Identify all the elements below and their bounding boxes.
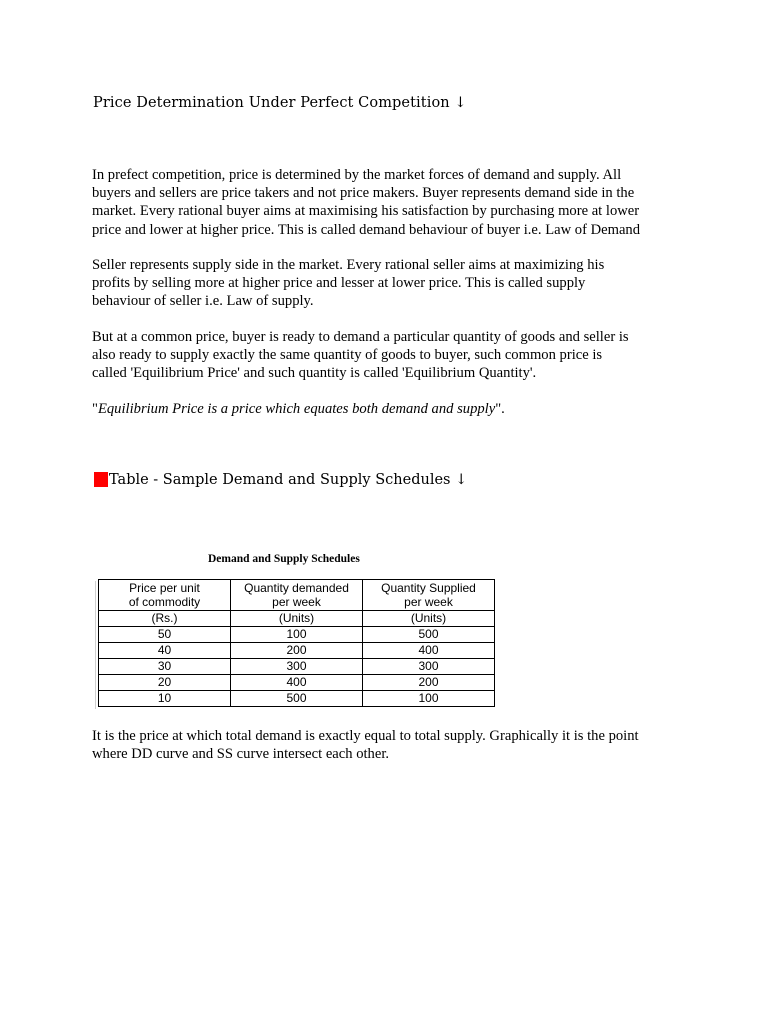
- table-cell: 300: [363, 659, 495, 675]
- quote-line: [92, 400, 692, 418]
- table-caption: Demand and Supply Schedules: [208, 553, 360, 565]
- heading-table-section: [94, 472, 467, 488]
- table-cell: 30: [99, 659, 231, 675]
- header-line: per week: [404, 595, 453, 609]
- quote-open-mark: ": [92, 401, 98, 417]
- table-row: [99, 627, 495, 643]
- table-cell: (Rs.): [99, 611, 231, 627]
- paragraph-equilibrium: [92, 328, 692, 383]
- header-price: [99, 580, 231, 611]
- table-units-row: [99, 611, 495, 627]
- figure-edge-line: [95, 581, 96, 709]
- table-cell: 500: [363, 627, 495, 643]
- red-square-bullet-icon: [94, 472, 108, 487]
- text-line: profits by selling more at higher price and lesser at lower price. This is called supply: [92, 275, 586, 292]
- paragraph-seller-supply: [92, 256, 692, 311]
- text-line: buyers and sellers are price takers and not price makers. Buyer represents demand side in the: [92, 185, 635, 202]
- table-cell: 500: [231, 691, 363, 707]
- text-line: where DD curve and SS curve intersect each other.: [92, 746, 390, 763]
- table-header-row: [99, 580, 495, 611]
- table-cell: 20: [99, 675, 231, 691]
- text-line: called 'Equilibrium Price' and such quantity is called 'Equilibrium Quantity'.: [92, 365, 537, 382]
- header-line: per week: [272, 595, 321, 609]
- table-cell: 100: [363, 691, 495, 707]
- header-line: Quantity Supplied: [381, 581, 476, 595]
- text-line: Seller represents supply side in the market. Every rational seller aims at maximizing his: [92, 257, 605, 273]
- header-quantity-demanded: [231, 580, 363, 611]
- text-line: market. Every rational buyer aims at maximising his satisfaction by purchasing more at lower: [92, 203, 640, 220]
- paragraph-graph-intersection: [92, 727, 692, 763]
- table-cell: 100: [231, 627, 363, 643]
- table-cell: (Units): [363, 611, 495, 627]
- table-cell: 50: [99, 627, 231, 643]
- demand-supply-table: [98, 579, 495, 707]
- table-cell: 400: [231, 675, 363, 691]
- heading-table-text: Table - Sample Demand and Supply Schedules ↓: [109, 472, 468, 488]
- header-line: of commodity: [128, 595, 201, 609]
- text-line: In prefect competition, price is determined by the market forces of demand and supply. All: [92, 167, 622, 183]
- text-line: price and lower at higher price. This is called demand behaviour of buyer i.e. Law of Demand: [92, 221, 641, 238]
- table-cell: 200: [363, 675, 495, 691]
- header-quantity-supplied: [363, 580, 495, 611]
- text-line: behaviour of seller i.e. Law of supply.: [92, 293, 314, 310]
- text-line: also ready to supply exactly the same quantity of goods to buyer, such common price is: [92, 347, 603, 364]
- schedule-table-figure: [93, 553, 503, 713]
- table-cell: 400: [363, 643, 495, 659]
- header-line: Quantity demanded: [244, 581, 349, 595]
- table-cell: 200: [231, 643, 363, 659]
- heading-price-determination: Price Determination Under Perfect Competition ↓: [93, 95, 467, 111]
- table-cell: 40: [99, 643, 231, 659]
- quote-italic-text: Equilibrium Price is a price which equates both demand and supply: [97, 401, 496, 417]
- table-cell: (Units): [231, 611, 363, 627]
- table-row: [99, 691, 495, 707]
- header-line: Price per unit: [129, 581, 200, 595]
- table-cell: 10: [99, 691, 231, 707]
- table-cell: 300: [231, 659, 363, 675]
- table-row: [99, 643, 495, 659]
- quote-close-mark: ".: [495, 401, 505, 417]
- text-line: But at a common price, buyer is ready to demand a particular quantity of goods and seller is: [92, 329, 629, 345]
- table-row: [99, 659, 495, 675]
- text-line: It is the price at which total demand is exactly equal to total supply. Graphically it is the point: [92, 728, 639, 744]
- equilibrium-quote: [92, 400, 692, 418]
- paragraph-perfect-competition: [92, 166, 692, 239]
- table-row: [99, 675, 495, 691]
